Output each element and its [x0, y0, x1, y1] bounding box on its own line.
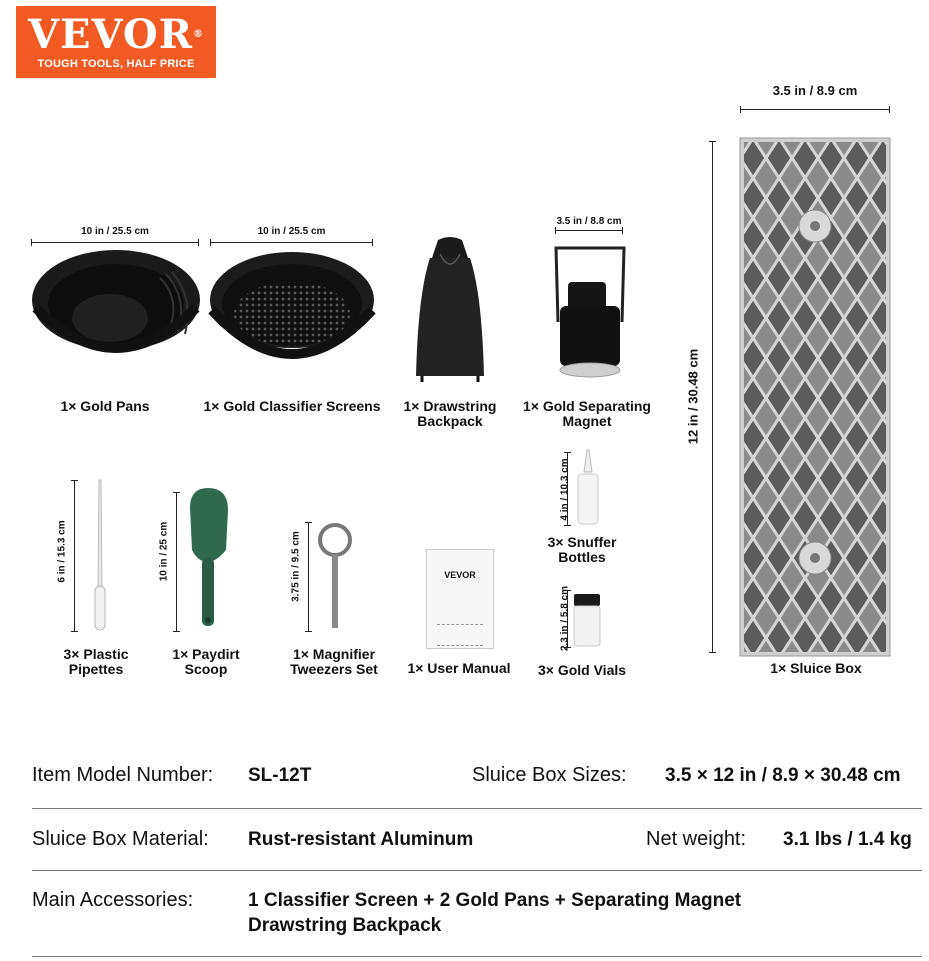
classifier-dimension-line	[210, 242, 373, 243]
sluice-caption: 1× Sluice Box	[770, 660, 862, 676]
pipette-dimension: 6 in / 15.3 cm	[56, 520, 68, 583]
vial-dimension: 2.3 in / 5.8 cm	[559, 585, 571, 652]
logo-tagline: TOUGH TOOLS, HALF PRICE	[37, 58, 195, 70]
tweezers-dimension-line	[308, 522, 309, 632]
tweezers-image	[316, 522, 354, 632]
backpack-image	[410, 234, 490, 384]
classifier-dimension: 10 in / 25.5 cm	[257, 226, 326, 237]
accessories-label: Main Accessories:	[32, 889, 194, 911]
scoop-caption-line1: 1× Paydirt	[172, 646, 240, 662]
pipettes-caption-line1: 3× Plastic	[63, 646, 129, 662]
backpack-caption-line2: Backpack	[417, 413, 483, 429]
backpack-caption	[392, 399, 508, 429]
model-number-value: SL-12T	[248, 765, 312, 786]
gold-pan-dimension: 10 in / 25.5 cm	[81, 226, 149, 237]
snuffer-bottle-image	[576, 448, 600, 528]
scoop-caption	[158, 647, 254, 677]
material-value: Rust-resistant Aluminum	[248, 829, 474, 850]
gold-pans-caption: 1× Gold Pans	[60, 398, 150, 414]
gold-pan-dimension-line	[31, 242, 199, 243]
magnet-caption-line1: 1× Gold Separating	[523, 398, 651, 414]
user-manual-image	[426, 549, 494, 649]
sluice-height-line	[712, 141, 713, 653]
vevor-logo	[16, 6, 216, 78]
vials-caption: 3× Gold Vials	[537, 662, 627, 678]
snuffer-dimension: 4 in / 10.3 cm	[559, 458, 571, 521]
backpack-caption-line1: 1× Drawstring	[403, 398, 497, 414]
magnet-caption-line2: Magnet	[562, 413, 612, 429]
magnet-image	[552, 240, 628, 382]
scoop-dimension: 10 in / 25 cm	[158, 521, 170, 582]
pipettes-caption	[46, 647, 146, 677]
classifier-screen-image	[208, 248, 376, 382]
pipette-image	[90, 478, 110, 634]
accessories-line1: 1 Classifier Screen + 2 Gold Pans + Separating Magnet	[248, 890, 742, 911]
accessories-line2: Drawstring Backpack	[248, 915, 442, 936]
scoop-image	[186, 488, 232, 630]
gold-pan-image	[30, 248, 202, 378]
sluice-width-dimension: 3.5 in / 8.9 cm	[772, 83, 858, 98]
spec-divider-1	[32, 808, 922, 809]
sluice-height-dimension: 12 in / 30.48 cm	[685, 348, 701, 445]
magnet-caption	[516, 399, 658, 429]
gold-vial-image	[572, 594, 602, 648]
sluice-box-image	[740, 138, 890, 656]
material-label: Sluice Box Material:	[32, 828, 209, 850]
snuffer-caption-line1: 3× Snuffer	[547, 534, 617, 550]
pipette-dimension-line	[74, 480, 75, 632]
spec-divider-3	[32, 956, 922, 957]
sluice-width-line	[740, 109, 890, 110]
net-weight-label: Net weight:	[646, 828, 747, 850]
tweezers-dimension: 3.75 in / 9.5 cm	[290, 531, 302, 602]
tweezers-caption-line1: 1× Magnifier	[292, 646, 376, 662]
net-weight-value: 3.1 lbs / 1.4 kg	[783, 829, 912, 850]
model-number-label: Item Model Number:	[32, 764, 214, 786]
logo-brand: VEVOR	[28, 11, 193, 58]
manual-cover-brand: VEVOR	[444, 570, 476, 580]
snuffer-caption	[530, 535, 634, 565]
logo-registered: ®	[192, 29, 204, 40]
snuffer-caption-line2: Bottles	[558, 549, 606, 565]
manual-caption: 1× User Manual	[407, 660, 511, 676]
scoop-dimension-line	[176, 492, 177, 632]
spec-divider-2	[32, 870, 922, 871]
classifier-caption: 1× Gold Classifier Screens	[203, 398, 381, 414]
sluice-size-label: Sluice Box Sizes:	[472, 764, 627, 786]
scoop-caption-line2: Scoop	[184, 661, 228, 677]
tweezers-caption-line2: Tweezers Set	[290, 661, 378, 677]
magnet-dimension-line	[555, 230, 623, 231]
sluice-size-value: 3.5 × 12 in / 8.9 × 30.48 cm	[665, 765, 901, 786]
tweezers-caption	[276, 647, 392, 677]
pipettes-caption-line2: Pipettes	[68, 661, 124, 677]
magnet-dimension: 3.5 in / 8.8 cm	[556, 216, 622, 227]
